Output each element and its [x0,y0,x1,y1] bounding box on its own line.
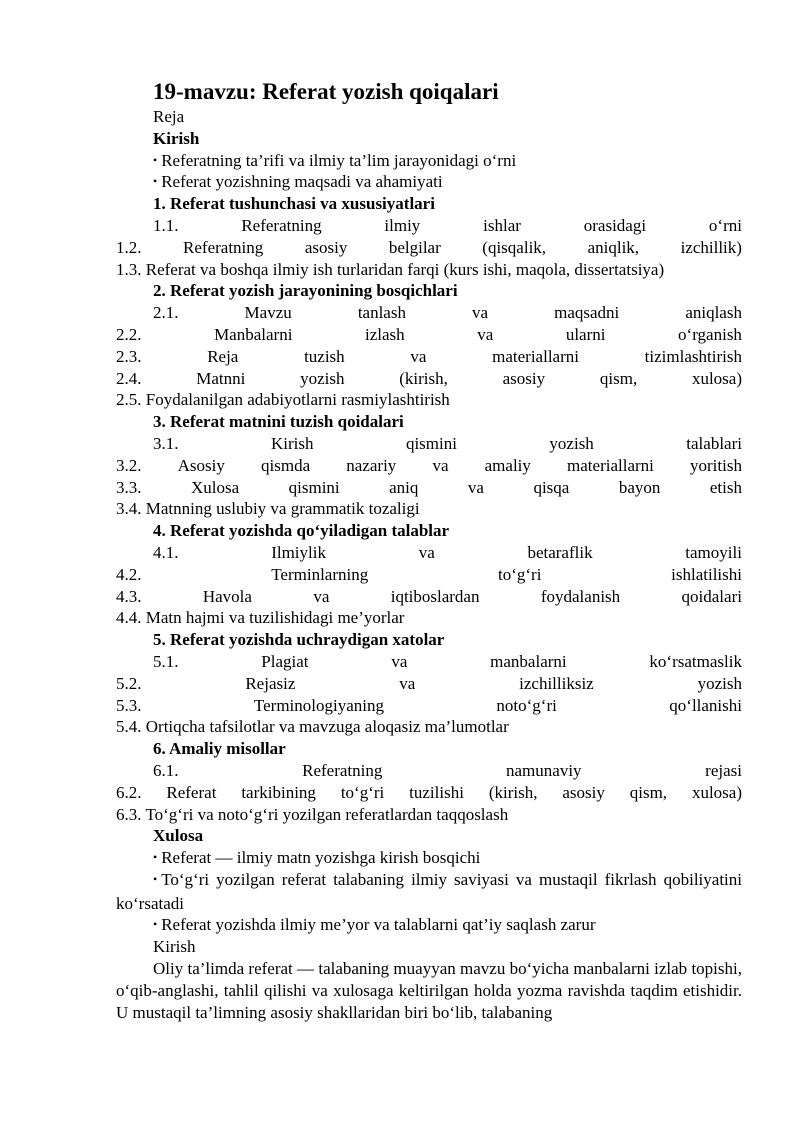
plan-item [116,542,742,564]
plan-item-word: asosiy [562,782,605,802]
plan-item-word: 2.4. [116,368,142,388]
plan-item-word: qoidalari [681,586,742,606]
plan-item-word: amaliy [484,455,531,475]
plan-item [116,324,742,346]
plan-item-word: Reja [207,346,239,366]
intro-heading: Kirish [153,128,200,148]
plan-item: 1.3. Referat va boshqa ilmiy ish turlaridan farqi (kurs ishi, maqola, dissertatsiya) [116,259,665,279]
plan-item-word: 3.3. [116,477,142,497]
plan-item [116,237,742,259]
plan-item-word: o‘rni [708,215,742,235]
plan-item-word: ko‘rsatmaslik [649,651,742,671]
plan-item: 5.4. Ortiqcha tafsilotlar va mavzuga aloqasiz ma’lumotlar [116,717,509,737]
plan-item-word: va [391,651,408,671]
section-heading: 6. Amaliy misollar [153,739,286,759]
plan-item-word: 4.1. [153,542,179,562]
plan-item-word: Kirish [270,433,314,453]
plan-item-word: 6.2. [116,782,142,802]
plan-item-word: qismini [405,433,457,453]
plan-item-word: va [399,673,416,693]
plan-item: 2.5. Foydalanilgan adabiyotlarni rasmiylashtirish [116,390,450,410]
plan-item-word: iqtiboslardan [390,586,480,606]
section-heading: 2. Referat yozish jarayonining bosqichlari [153,281,458,301]
plan-item [116,782,742,804]
plan-item [116,215,742,237]
plan-item-word: 5.3. [116,695,142,715]
plan-item-word: 4.3. [116,586,142,606]
plan-item-word: 5.1. [153,651,179,671]
plan-item-word: va [477,324,494,344]
plan-item-word: va [418,542,435,562]
plan-item-word: 2.2. [116,324,142,344]
plan-item [116,455,742,477]
plan-item-word: (qisqalik, [482,237,547,257]
plan-item-word: Terminologiyaning [253,695,384,715]
plan-item-word: foydalanish [540,586,621,606]
plan-item [116,760,742,782]
plan-item-word: ishlatilishi [671,564,742,584]
section-heading: 5. Referat yozishda uchraydigan xatolar [153,630,445,650]
conclusion-bullet: • Referat yozishda ilmiy me’yor va talablarni qat’iy saqlash zarur [116,914,742,936]
plan-item-word: va [467,477,484,497]
plan-item-word: aniqlik, [587,237,640,257]
plan-item-word: materiallarni [567,455,654,475]
plan-item-word: aniq [389,477,419,497]
plan-item-word: ilmiy [384,215,421,235]
plan-item-word: Ilmiylik [271,542,326,562]
plan-item-word: va [313,586,330,606]
plan-item-word: noto‘g‘ri [496,695,557,715]
plan-item-word: to‘g‘ri [340,782,385,802]
plan-item-word: asosiy [502,368,546,388]
plan-item-word: tuzilishi [409,782,464,802]
plan-item-word: Mavzu [244,303,292,323]
plan-item-word: qism, [599,368,638,388]
plan-item-word: belgilar [388,237,441,257]
plan-item-word: yozish [300,368,345,388]
plan-item-word: Manbalarni [214,324,293,344]
plan-item-word: Referatning [183,237,264,257]
plan-label: Reja [153,107,185,126]
plan-item-word: manbalarni [490,651,567,671]
plan-item-word: Terminlarning [271,564,369,584]
plan-item-word: qisqa [533,477,570,497]
plan-item-word: 5.2. [116,673,142,693]
plan-item-word: Asosiy [177,455,225,475]
body-paragraph: Oliy ta’limda referat — talabaning muayyan mavzu bo‘yicha manbalarni izlab topishi, o‘qib-anglashi, tahlil qilishi va xulosaga keltirilgan holda yozma ravishda taqdim etishidir. U mustaqil ta’limning asosiy shakllaridan biri bo‘lib, talabaning [116,959,742,1022]
plan-item [116,695,742,717]
plan-item [116,346,742,368]
conclusion-bullet [116,869,742,915]
plan-item: 4.4. Matn hajmi va tuzilishidagi me’yorlar [116,608,405,628]
plan-item-word: qism, [629,782,668,802]
plan-item-word: qismini [288,477,340,497]
plan-item-word: Matnni [196,368,246,388]
plan-item-word: nazariy [346,455,397,475]
plan-item [116,586,742,608]
plan-item-word: izchilliksiz [519,673,594,693]
plan-item [116,302,742,324]
plan-item-word: va [410,346,427,366]
plan-item [116,673,742,695]
body-heading: Kirish [153,937,196,957]
intro-bullet: • Referat yozishning maqsadi va ahamiyati [116,171,742,193]
plan-item-word: Referatning [302,760,383,780]
plan-item-word: to‘g‘ri [497,564,542,584]
plan-item [116,368,742,390]
plan-item-word: betaraflik [527,542,593,562]
plan-item-word: rejasi [705,760,742,780]
document-content [116,78,742,1023]
section-heading: 1. Referat tushunchasi va xususiyatlari [153,194,435,214]
plan-item-word: maqsadni [554,303,620,323]
plan-item-word: xulosa) [691,782,742,802]
plan-item-word: 2.1. [153,303,179,323]
plan-item-word: 6.1. [153,760,179,780]
plan-item-word: ishlar [483,215,521,235]
intro-bullet: • Referatning ta’rifi va ilmiy ta’lim jarayonidagi o‘rni [116,150,742,172]
plan-item-word: (kirish, [488,782,538,802]
plan-item-word: 2.3. [116,346,142,366]
plan-item-word: Plagiat [261,651,309,671]
plan-item-word: Referat [166,782,217,802]
plan-item-word: talablari [686,433,742,453]
plan-item-word: qismda [261,455,311,475]
plan-item-word: Referatning [241,215,322,235]
plan-sections [116,193,742,825]
conclusion-heading: Xulosa [153,826,204,846]
plan-item-word: izchillik) [680,237,742,257]
plan-item-word: (kirish, [399,368,448,388]
plan-item: 3.4. Matnning uslubiy va grammatik tozaligi [116,499,420,519]
plan-item-word: tizimlashtirish [644,346,742,366]
plan-item-word: bayon [618,477,661,497]
plan-item-word: yozish [697,673,742,693]
plan-item-word: orasidagi [583,215,647,235]
plan-item-word: tanlash [357,303,406,323]
conclusion-bullet: • Referat — ilmiy matn yozishga kirish bosqichi [116,847,742,869]
plan-item-word: materiallarni [492,346,579,366]
plan-item-word: xulosa) [691,368,742,388]
plan-item [116,477,742,499]
plan-item-word: 4.2. [116,564,142,584]
document-title: 19-mavzu: Referat yozish qoiqalari [153,79,499,104]
plan-item-word: yoritish [690,455,742,475]
plan-item-word: tamoyili [685,542,742,562]
section-heading: 3. Referat matnini tuzish qoidalari [153,412,404,432]
conclusion-bullet-text: To‘g‘ri yozilgan referat talabaning ilmiy saviyasi va mustaqil fikrlash qobiliyatini ko‘rsatadi [116,869,742,913]
plan-item-word: va [472,303,489,323]
plan-item [116,433,742,455]
section-heading: 4. Referat yozishda qo‘yiladigan talablar [153,521,450,541]
plan-item-word: Rejasiz [245,673,296,693]
plan-item-word: 3.1. [153,433,179,453]
plan-item-word: 1.1. [153,215,179,235]
plan-item-word: o‘rganish [678,324,742,344]
plan-item [116,564,742,586]
plan-item-word: va [432,455,449,475]
plan-item-word: Havola [202,586,252,606]
plan-item-word: 1.2. [116,237,142,257]
plan-item-word: etish [709,477,742,497]
plan-item-word: namunaviy [506,760,582,780]
plan-item [116,651,742,673]
plan-item-word: yozish [549,433,594,453]
plan-item-word: qo‘llanishi [669,695,742,715]
plan-item-word: aniqlash [685,303,742,323]
plan-item-word: 3.2. [116,455,142,475]
plan-item-word: asosiy [304,237,348,257]
plan-item-word: tuzish [304,346,345,366]
plan-item-word: Xulosa [190,477,240,497]
plan-item: 6.3. To‘g‘ri va noto‘g‘ri yozilgan referatlardan taqqoslash [116,804,509,824]
plan-item-word: izlash [364,324,405,344]
plan-item-word: ularni [565,324,606,344]
plan-item-word: tarkibining [241,782,316,802]
